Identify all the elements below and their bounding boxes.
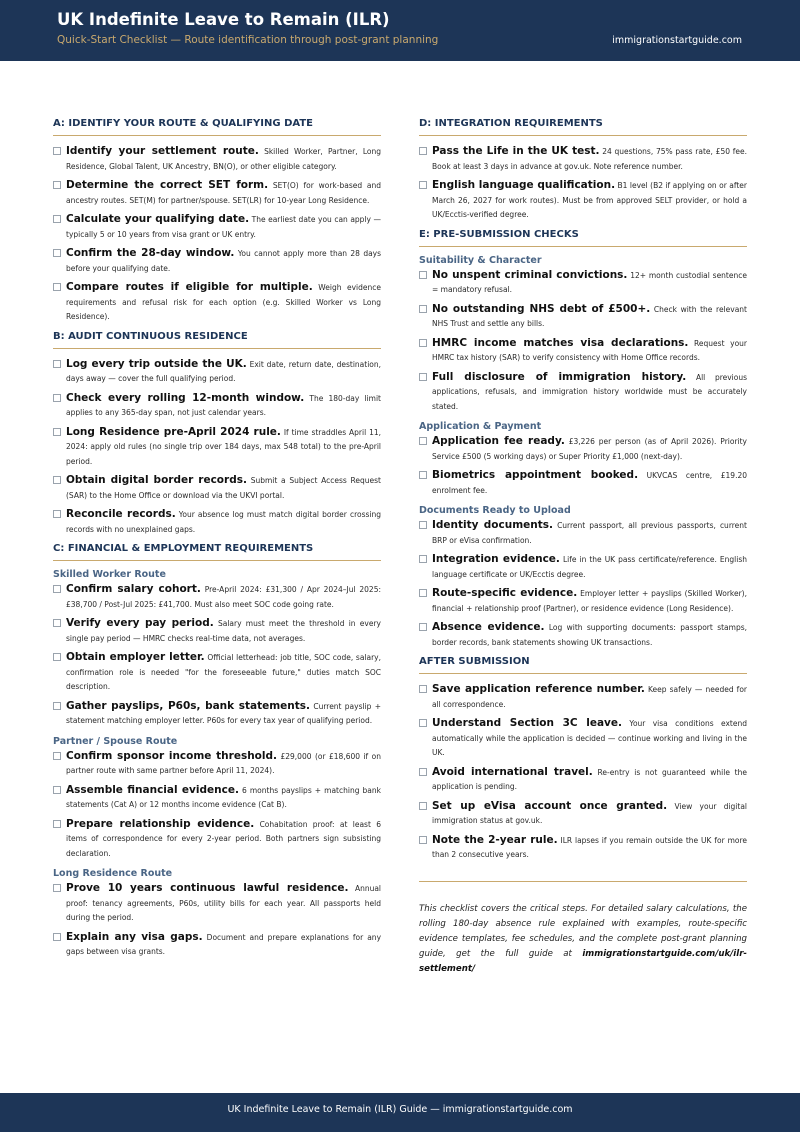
item-lead: Absence evidence. [432,621,545,633]
checkbox[interactable] [419,719,427,727]
item-detail: Skilled Worker, Partner, Long Residence, Global Talent, UK Ancestry, BN(O), or other eligible category. [66,147,381,171]
checklist-item [53,930,381,960]
skilled-worker-subheading: Skilled Worker Route [53,569,166,580]
checklist-item [53,425,381,470]
item-detail: Cohabitation proof: at least 6 items of correspondence for every 2-year period. Both partners sign subsisting declaration. [66,819,381,858]
item-detail: 24 questions, 75% pass rate, £50 fee. Book at least 3 days in advance at gov.uk. Note reference number. [432,147,747,171]
item-detail: Employer letter + payslips (Skilled Worker), financial + relationship proof (Partner), or residence evidence (Long Residence). [432,589,747,613]
checklist-item [419,144,747,174]
checkbox[interactable] [53,476,61,484]
item-detail: Life in the UK pass certificate/reference. English language certificate or UK/Ecctis degree. [432,555,747,579]
checkbox[interactable] [419,437,427,445]
item-lead: Prove 10 years continuous lawful residence. [66,882,349,894]
item-lead: Application fee ready. [432,435,565,447]
checklist-item [419,268,747,298]
item-detail: UKVCAS centre, £19.20 enrolment fee. [432,471,747,495]
checklist-item [419,370,747,415]
checklist-item [53,212,381,242]
checklist-item [419,434,747,464]
checklist-item [53,246,381,276]
section-d-list [419,144,747,223]
checklist-item [419,178,747,223]
checkbox[interactable] [419,373,427,381]
item-detail: Request your HMRC tax history (SAR) to verify consistency with Home Office records. [432,338,747,362]
partner-route-list [53,749,381,862]
item-lead: Set up eVisa account once granted. [432,799,668,812]
checkbox[interactable] [53,428,61,436]
item-lead: Reconcile records. [66,508,176,520]
item-detail: Your visa conditions extend automatically while the application is decided — continue working and living in the UK. [432,719,748,757]
item-lead: Verify every pay period. [66,617,214,629]
checkbox[interactable] [419,623,427,631]
item-lead: Determine the correct SET form. [66,179,269,191]
item-lead: English language qualification. [432,179,616,191]
item-detail: Document and prepare explanations for any gaps between visa grants. [66,932,382,956]
item-lead: Identity documents. [432,519,554,531]
checkbox[interactable] [53,147,61,155]
checkbox[interactable] [53,653,61,661]
item-lead: Full disclosure of immigration history. [432,370,687,383]
item-lead: Explain any visa gaps. [66,930,203,943]
checklist-item [419,302,747,332]
item-detail: Current payslip + statement matching employer letter. P60s for every tax year of qualifying period. [66,701,382,725]
section-a-heading: A: IDENTIFY YOUR ROUTE & QUALIFYING DATE [53,118,381,136]
checkbox[interactable] [419,589,427,597]
checkbox[interactable] [419,802,427,810]
checklist-item [419,716,747,761]
page-footer [0,1093,800,1132]
left-column [53,118,381,964]
item-detail: £3,226 per person (as of April 2026). Priority Service £500 (5 working days) or Super Priority £1,000 (next-day). [432,437,747,461]
item-detail: Your absence log must match digital border crossing records with no unexplained gaps. [66,510,381,534]
item-lead: Save application reference number. [432,683,645,695]
checklist-item [419,336,747,366]
after-submission-heading: AFTER SUBMISSION [419,656,747,674]
closing-note [419,902,747,977]
section-b-heading: B: AUDIT CONTINUOUS RESIDENCE [53,331,381,349]
checklist-item [53,817,381,862]
item-lead: Obtain digital border records. [66,474,247,486]
checkbox[interactable] [53,181,61,189]
checklist-item [53,783,381,813]
checkbox[interactable] [53,394,61,402]
item-detail: If time straddles April 11, 2024: apply old rules (no single trip over 184 days, max 548 total) to the pre-April period. [66,427,382,466]
item-detail: You cannot apply more than 28 days before your qualifying date. [66,249,382,273]
checkbox[interactable] [53,215,61,223]
checklist-item [53,650,381,695]
item-detail: £29,000 (or £18,600 if on partner route with same partner before April 11, 2024). [66,751,381,775]
checkbox[interactable] [53,510,61,518]
checklist-item [419,552,747,582]
checkbox[interactable] [53,283,61,291]
checkbox[interactable] [53,884,61,892]
long-residence-subheading: Long Residence Route [53,868,173,879]
checklist-item [419,518,747,548]
section-a-list [53,144,381,325]
item-lead: Avoid international travel. [432,765,593,778]
checkbox[interactable] [419,181,427,189]
item-detail: Submit a Subject Access Request (SAR) to the Home Office or download via the UKVI portal. [66,476,381,500]
checklist-item [53,582,381,612]
closing-text: This checklist covers the critical steps. For detailed salary calculations, the rolling 180-day absence rule explained with examples, route-specific evidence templates, fee schedules, and the complete post-grant planning guide, get the full guide at [419,903,747,959]
checkbox[interactable] [419,836,427,844]
checklist-item [53,749,381,779]
item-lead: Prepare relationship evidence. [66,817,255,830]
checklist-item [53,473,381,503]
checklist-item [419,586,747,616]
item-lead: Confirm salary cohort. [66,583,201,595]
item-detail: Weigh evidence requirements and refusal risk for each option (e.g. Skilled Worker vs Long Residence). [66,283,381,321]
item-detail: 12+ month custodial sentence = mandatory refusal. [432,270,747,294]
checklist-item [53,507,381,537]
item-lead: Log every trip outside the UK. [66,357,247,370]
checklist-item [419,799,747,829]
checkbox[interactable] [419,555,427,563]
checkbox[interactable] [419,685,427,693]
skilled-worker-list [53,582,381,729]
checklist-item [53,144,381,174]
checkbox[interactable] [419,147,427,155]
documents-list [419,518,747,650]
checkbox[interactable] [419,768,427,776]
after-submission-list [419,682,747,863]
checklist-item [419,682,747,712]
checklist-item [53,881,381,926]
checkbox[interactable] [53,619,61,627]
item-lead: Understand Section 3C leave. [432,717,622,729]
checkbox[interactable] [419,271,427,279]
item-lead: Note the 2-year rule. [432,833,558,846]
item-detail: Pre-April 2024: £31,300 / Apr 2024–Jul 2025: £38,700 / Post-Jul 2025: £41,700. Must also meet SOC code going rate. [66,585,381,609]
checklist-item [53,616,381,646]
item-detail: Current passport, all previous passports, current BRP or eVisa confirmation. [432,521,747,545]
closing-guide-link[interactable]: immigrationstartguide.com/uk/ilr-settlement/ [419,948,747,974]
item-lead: Integration evidence. [432,553,560,565]
checklist-item [53,357,381,387]
checklist-item [419,620,747,650]
application-payment-subheading: Application & Payment [419,421,542,432]
item-detail: SET(O) for work-based and ancestry routes. SET(M) for partner/spouse. SET(LR) for 10-year Long Residence. [66,181,382,205]
item-detail: Re-entry is not guaranteed while the application is pending. [432,767,747,791]
item-lead: Route-specific evidence. [432,587,578,599]
checkbox[interactable] [53,786,61,794]
long-residence-list [53,881,381,960]
item-detail: B1 level (B2 if applying on or after March 26, 2027 for work routes). Must be from approved SELT provider, or hold a UK/Ecctis-verified degree. [432,181,747,219]
item-lead: No unspent criminal convictions. [432,268,628,281]
checkbox[interactable] [53,702,61,710]
item-lead: Biometrics appointment booked. [432,469,639,481]
checkbox[interactable] [419,521,427,529]
checkbox[interactable] [419,471,427,479]
item-lead: Gather payslips, P60s, bank statements. [66,699,311,712]
item-lead: Long Residence pre-April 2024 rule. [66,425,281,438]
item-detail: ILR lapses if you remain outside the UK for more than 2 consecutive years. [432,835,748,859]
item-lead: HMRC income matches visa declarations. [432,336,689,349]
suitability-list [419,268,747,415]
item-lead: Check every rolling 12-month window. [66,391,305,404]
checkbox[interactable] [53,249,61,257]
header-site-link[interactable]: immigrationstartguide.com [612,35,742,46]
documents-subheading: Documents Ready to Upload [419,505,571,516]
item-lead: Compare routes if eligible for multiple. [66,281,313,293]
footer-text: UK Indefinite Leave to Remain (ILR) Guide — immigrationstartguide.com [227,1104,573,1115]
checkbox[interactable] [53,585,61,593]
item-lead: Identify your settlement route. [66,145,259,157]
checklist-item [419,833,747,863]
section-b-list [53,357,381,538]
checklist-item [53,280,381,325]
checklist-item [53,391,381,421]
checklist-item [53,178,381,208]
item-detail: Salary must meet the threshold in every single pay period — HMRC checks real-time data, not averages. [66,619,381,643]
item-lead: Confirm the 28-day window. [66,247,235,259]
item-detail: 6 months payslips + matching bank statements (Cat A) or 12 months income evidence (Cat B). [66,785,381,809]
checklist-item [419,468,747,498]
checkbox[interactable] [419,339,427,347]
page-header [0,0,800,61]
checklist-item [53,699,381,729]
item-lead: Calculate your qualifying date. [66,213,250,225]
item-lead: Confirm sponsor income threshold. [66,749,277,762]
item-detail: Official letterhead: job title, SOC code, salary, confirmation role is needed "for the foreseeable future," duties match SOC description. [66,653,382,691]
section-d-heading: D: INTEGRATION REQUIREMENTS [419,118,747,136]
right-column [419,118,747,977]
section-c-heading: C: FINANCIAL & EMPLOYMENT REQUIREMENTS [53,543,381,561]
partner-route-subheading: Partner / Spouse Route [53,735,178,747]
item-detail: All previous applications, refusals, and immigration history worldwide must be accurately stated. [432,372,748,411]
page-title: UK Indefinite Leave to Remain (ILR) [57,10,390,29]
item-lead: Pass the Life in the UK test. [432,145,600,157]
section-e-heading: E: PRE-SUBMISSION CHECKS [419,229,747,247]
item-detail: Annual proof: tenancy agreements, P60s, utility bills for each year. All passports held during the period. [66,884,382,922]
item-lead: Assemble financial evidence. [66,783,239,796]
item-detail: The earliest date you can apply — typically 5 or 10 years from visa grant or UK entry. [66,215,382,239]
checkbox[interactable] [419,305,427,313]
item-detail: Check with the relevant NHS Trust and settle any bills. [432,304,748,328]
item-detail: Keep safely — needed for all correspondence. [432,685,747,709]
application-payment-list [419,434,747,498]
item-detail: The 180-day limit applies to any 365-day span, not just calendar years. [66,393,381,417]
suitability-subheading: Suitability & Character [419,254,542,266]
closing-divider [419,881,747,882]
page-subtitle: Quick-Start Checklist — Route identification through post-grant planning [57,34,439,46]
checkbox[interactable] [53,820,61,828]
checkbox[interactable] [53,752,61,760]
checklist-item [419,765,747,795]
item-lead: Obtain employer letter. [66,651,205,663]
checkbox[interactable] [53,933,61,941]
checkbox[interactable] [53,360,61,368]
item-detail: Exit date, return date, destination, days away — cover the full qualifying period. [66,359,381,383]
item-lead: No outstanding NHS debt of £500+. [432,302,651,315]
item-detail: View your digital immigration status at gov.uk. [432,801,748,825]
item-detail: Log with supporting documents: passport stamps, border records, bank statements showing UK transactions. [432,623,747,647]
